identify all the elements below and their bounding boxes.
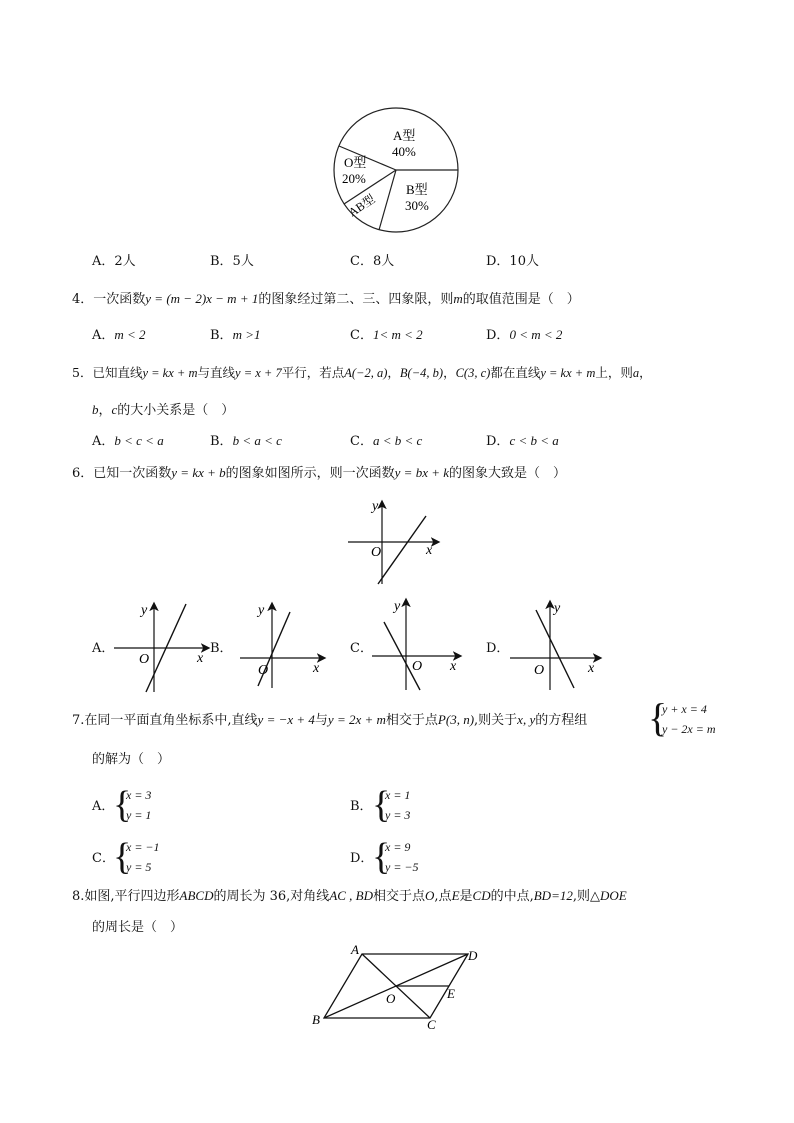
given-line	[378, 516, 426, 584]
q7-option-a-row1: x = 3	[126, 788, 152, 802]
svg-text:C: C	[427, 1017, 436, 1032]
svg-text:y: y	[394, 599, 401, 614]
svg-text:x: x	[426, 543, 433, 558]
q4-option-d: D．0 < m < 2	[486, 327, 563, 343]
q4-stem-mid: 的图象经过第二、三、四象限，则	[258, 292, 454, 307]
q3-option-c: C．8人	[350, 254, 395, 269]
q4-formula: y = (m − 2)x − m + 1	[145, 291, 259, 306]
q7-option-d-brace: {	[372, 836, 391, 878]
q7-system-eq1: y + x = 4	[662, 702, 707, 716]
svg-text:y: y	[554, 601, 561, 616]
q7-option-c-label: C．	[92, 851, 115, 866]
svg-text:y: y	[372, 499, 379, 514]
q6-option-a-graph	[112, 600, 212, 694]
q6-option-c-label: C．	[350, 641, 373, 656]
q4-var: m	[453, 291, 463, 306]
svg-text:O: O	[371, 545, 382, 560]
svg-text:D: D	[468, 948, 478, 963]
q7-option-a-label: A．	[92, 799, 115, 814]
q7-option-b-label: B．	[350, 799, 373, 814]
q4-stem	[72, 290, 580, 309]
q7-stem-line2: 的解为（ ）	[92, 752, 171, 767]
q8-parallelogram-figure	[310, 940, 490, 1032]
svg-text:x: x	[313, 661, 320, 676]
q7-option-b-row2: y = 3	[385, 808, 411, 822]
q4-stem-post: 的取值范围是（ ）	[462, 292, 580, 307]
q7-stem-line1: 7.在同一平面直角坐标系中,直线y = −x + 4与y = 2x + m相交于点P(3, n),则关于x, y的方程组	[72, 712, 588, 728]
q6-option-c-graph	[370, 596, 466, 692]
q7-option-b-row1: x = 1	[385, 788, 411, 802]
q6-stem: 6．已知一次函数y = kx + b的图象如图所示，则一次函数y = bx + k的图象大致是（ ）	[72, 465, 567, 481]
q3-option-a: A．2人	[92, 254, 136, 269]
svg-text:x: x	[197, 651, 204, 666]
q6-option-d-label: D．	[486, 641, 510, 656]
q6-option-d-graph	[508, 598, 604, 692]
svg-text:O: O	[534, 663, 545, 678]
svg-text:B: B	[312, 1012, 320, 1027]
svg-text:A: A	[351, 942, 359, 957]
q7-system-brace: {	[648, 695, 668, 740]
q6-option-b-label: B．	[210, 641, 233, 656]
slice-o-pct: 20%	[342, 171, 366, 186]
blood-type-pie-chart	[330, 106, 462, 234]
q5-option-d: D．c < b < a	[486, 433, 559, 449]
svg-text:x: x	[588, 661, 595, 676]
svg-text:x: x	[450, 659, 457, 674]
q7-option-d-label: D．	[350, 851, 374, 866]
q7-option-c-brace: {	[113, 836, 132, 878]
q5-option-b: B．b < a < c	[210, 433, 282, 449]
q7-option-a-row2: y = 1	[126, 808, 152, 822]
q4-option-a: A．m < 2	[92, 327, 146, 343]
q5-stem-line1: 5．已知直线y = kx + m与直线y = x + 7平行，若点A(−2, a)，B(−4, b)，C(3, c)都在直线y = kx + m上，则a，	[72, 365, 652, 380]
slice-ab-type: AB型	[345, 191, 378, 220]
slice-b-type: B型	[406, 182, 428, 197]
q7-option-d-row1: x = 9	[385, 840, 411, 854]
q7-option-c-row2: y = 5	[126, 860, 152, 874]
q4-stem-pre: 4．一次函数	[72, 292, 146, 307]
q3-option-b: B．5人	[210, 254, 254, 269]
q6-given-graph	[346, 496, 446, 588]
q4-option-c: C．1< m < 2	[350, 327, 423, 343]
q5-option-a: A．b < c < a	[92, 433, 164, 449]
q7-option-a-brace: {	[113, 784, 132, 826]
slice-a-type: A型	[393, 128, 416, 143]
svg-text:O: O	[412, 659, 423, 674]
q4-option-b: B．m >1	[210, 327, 261, 343]
q7-option-d-row2: y = −5	[385, 860, 419, 874]
q6-option-a-label: A．	[92, 641, 115, 656]
q7-option-b-brace: {	[372, 784, 391, 826]
q7-system-eq2: y − 2x = m	[662, 722, 716, 736]
svg-text:O: O	[386, 991, 396, 1006]
svg-text:y: y	[258, 603, 265, 618]
q7-option-c-row1: x = −1	[126, 840, 160, 854]
svg-text:O: O	[258, 663, 269, 678]
q3-option-d: D．10人	[486, 254, 539, 269]
q8-stem-line1: 8.如图,平行四边形ABCD的周长为 36,对角线AC , BD相交于点O,点E是CD的中点,BD=12,则△DOE	[72, 888, 627, 904]
svg-text:O: O	[139, 652, 150, 667]
svg-text:y: y	[141, 603, 148, 618]
q8-stem-line2: 的周长是（ ）	[92, 920, 184, 935]
slice-a-pct: 40%	[392, 144, 416, 159]
q6-option-b-graph	[238, 600, 330, 694]
svg-text:E: E	[447, 986, 455, 1001]
slice-o-type: O型	[344, 155, 367, 170]
slice-b-pct: 30%	[405, 198, 429, 213]
q5-stem-line2: b，c的大小关系是（ ）	[92, 402, 235, 418]
q5-option-c: C．a < b < c	[350, 433, 423, 449]
